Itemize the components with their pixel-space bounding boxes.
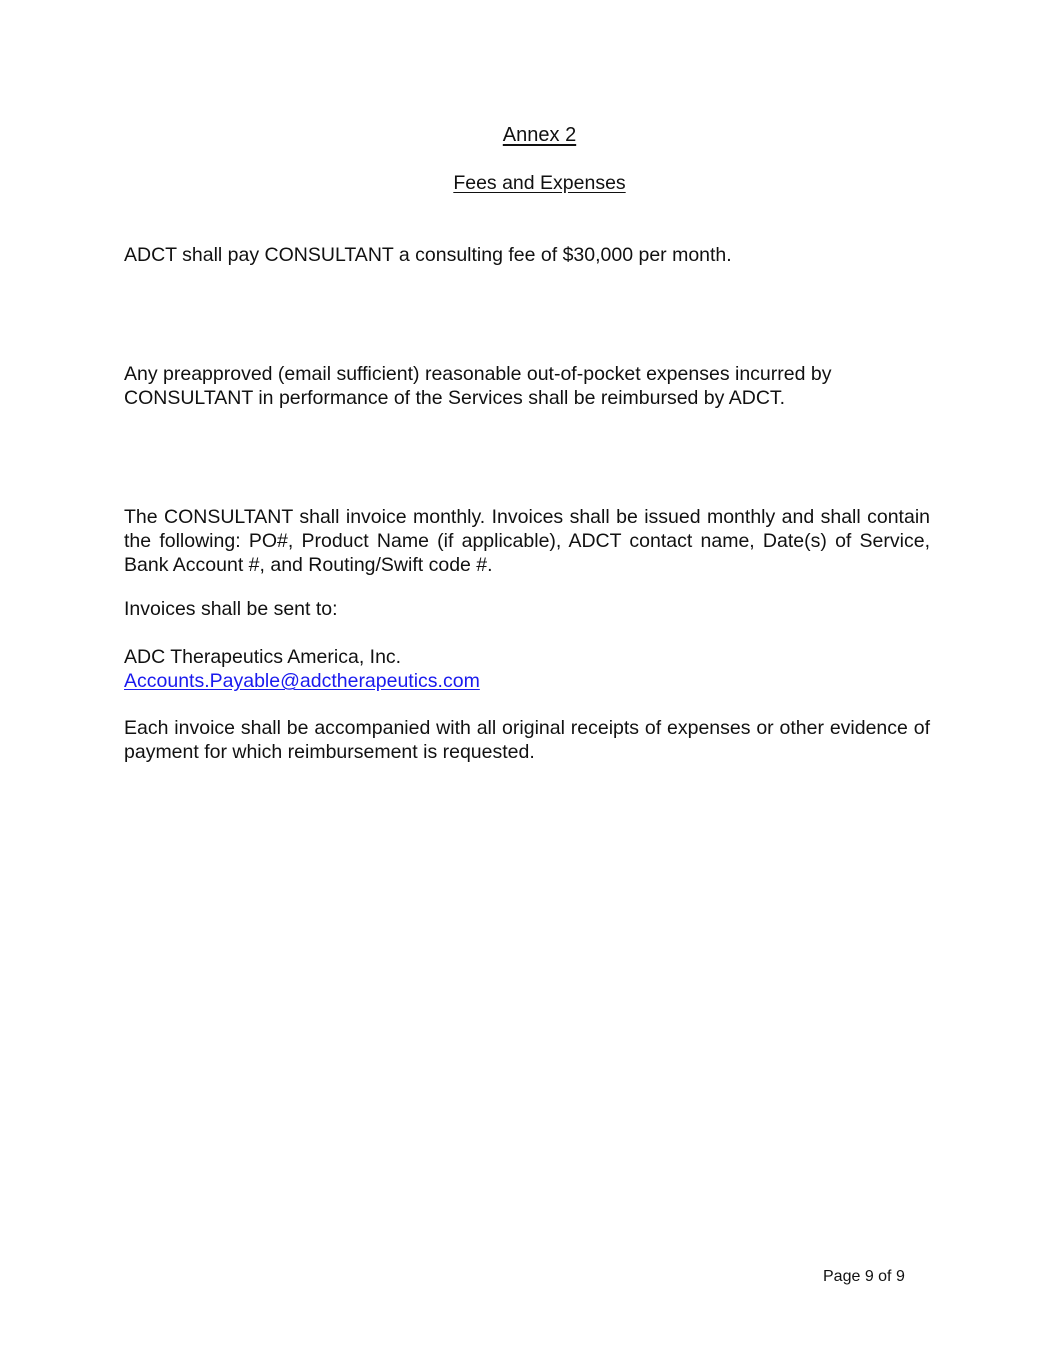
fee-paragraph: ADCT shall pay CONSULTANT a consulting fee of $30,000 per month. (124, 244, 732, 266)
send-to-label: Invoices shall be sent to: (124, 598, 338, 620)
email-link[interactable]: Accounts.Payable@adctherapeutics.com (124, 670, 480, 692)
invoicing-paragraph: The CONSULTANT shall invoice monthly. Invoices shall be issued monthly and shall contain the following: PO#, Product Name (if applicable), ADCT contact name, Date(s) of Service, Bank Account #, and Routing/Swift code #. (124, 506, 930, 576)
page-number: Page 9 of 9 (823, 1268, 905, 1285)
company-name: ADC Therapeutics America, Inc. (124, 646, 402, 668)
receipts-paragraph: Each invoice shall be accompanied with all original receipts of expenses or other evidence of payment for which reimbursement is requested. (124, 717, 930, 763)
expenses-paragraph: Any preapproved (email sufficient) reasonable out-of-pocket expenses incurred by CONSULTANT in performance of the Services shall be reimbursed by ADCT. (124, 363, 832, 409)
section-title: Fees and Expenses (453, 172, 626, 194)
billing-address (124, 669, 950, 693)
annex-title: Annex 2 (502, 124, 577, 146)
